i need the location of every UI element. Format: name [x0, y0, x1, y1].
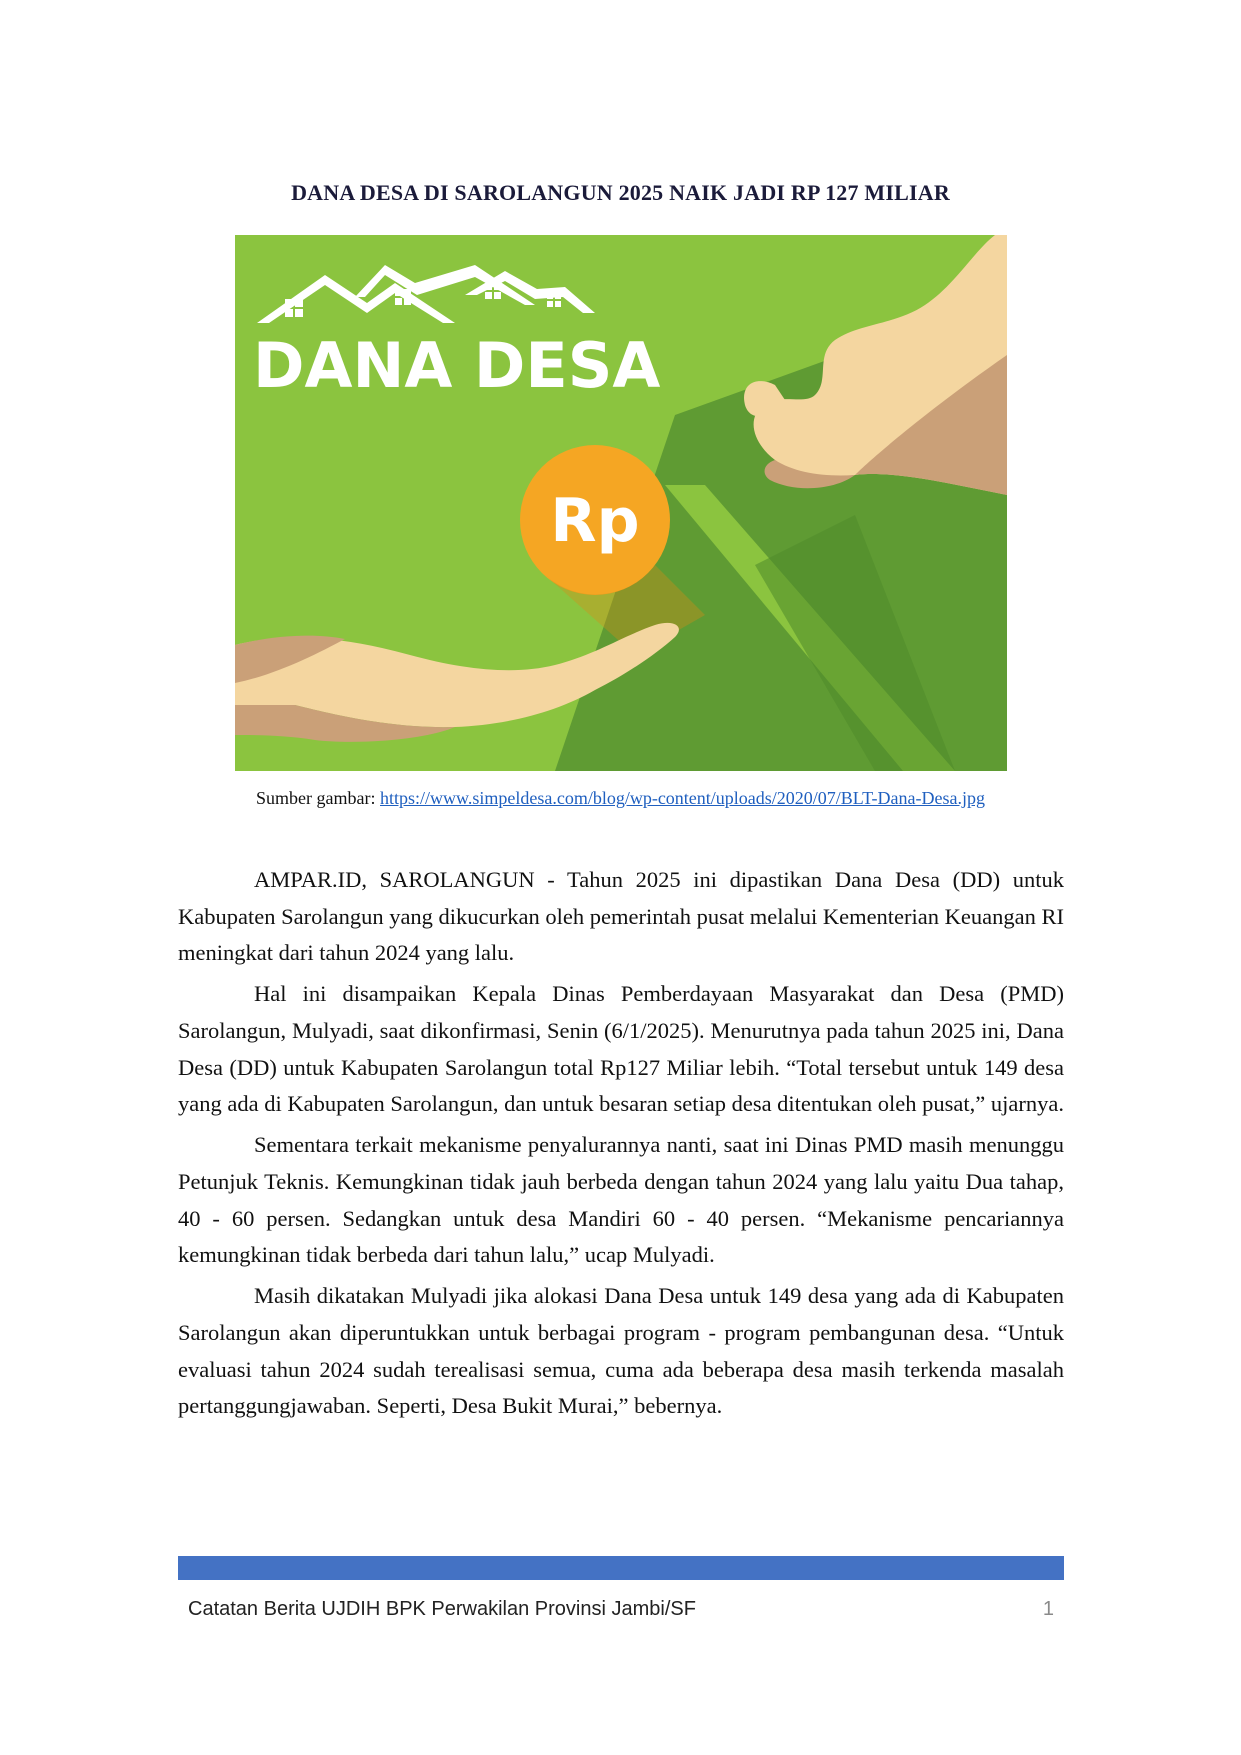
page-number: 1 — [1042, 1598, 1054, 1620]
footer-bar — [178, 1556, 1064, 1580]
paragraph: Masih dikatakan Mulyadi jika alokasi Dana Desa untuk 149 desa yang ada di Kabupaten Sarolangun akan diperuntukkan untuk berbagai program - program pembangunan desa. “Untuk evaluasi tahun 2024 sudah terealisasi semua, cuma ada beberapa desa masih terkenda masalah pertanggungjawaban. Seperti, Desa Bukit Murai,” bebernya. — [178, 1283, 1064, 1419]
image-caption — [0, 788, 1241, 809]
paragraph: Hal ini disampaikan Kepala Dinas Pemberdayaan Masyarakat dan Desa (PMD) Sarolangun, Mulyadi, saat dikonfirmasi, Senin (6/1/2025). Menurutnya pada tahun 2025 ini, Dana Desa (DD) untuk Kabupaten Sarolangun total Rp127 Miliar lebih. “Total tersebut untuk 149 desa yang ada di Kabupaten Sarolangun, dan untuk besaran setiap desa ditentukan oleh pusat,” ujarnya. — [178, 981, 1064, 1117]
page-title: DANA DESA DI SAROLANGUN 2025 NAIK JADI RP 127 MILIAR — [291, 180, 950, 205]
article-body — [178, 862, 1064, 1429]
image-source-link[interactable]: https://www.simpeldesa.com/blog/wp-content/uploads/2020/07/BLT-Dana-Desa.jpg — [380, 788, 985, 808]
caption-prefix: Sumber gambar: — [256, 788, 381, 808]
paragraph: AMPAR.ID, SAROLANGUN - Tahun 2025 ini dipastikan Dana Desa (DD) untuk Kabupaten Sarolangun yang dikucurkan oleh pemerintah pusat melalui Kementerian Keuangan RI meningkat dari tahun 2024 yang lalu. — [178, 867, 1064, 966]
dana-desa-illustration — [235, 235, 1007, 771]
paragraph: Sementara terkait mekanisme penyalurannya nanti, saat ini Dinas PMD masih menunggu Petunjuk Teknis. Kemungkinan tidak jauh berbeda dengan tahun 2024 yang lalu yaitu Dua tahap, 40 - 60 persen. Sedangkan untuk desa Mandiri 60 - 40 persen. “Mekanisme pencariannya kemungkinan tidak berbeda dari tahun lalu,” ucap Mulyadi. — [178, 1132, 1064, 1268]
banner-text: DANA DESA — [253, 329, 661, 402]
footer-text: Catatan Berita UJDIH BPK Perwakilan Provinsi Jambi/SF — [188, 1598, 696, 1620]
coin-text: Rp — [550, 486, 640, 556]
